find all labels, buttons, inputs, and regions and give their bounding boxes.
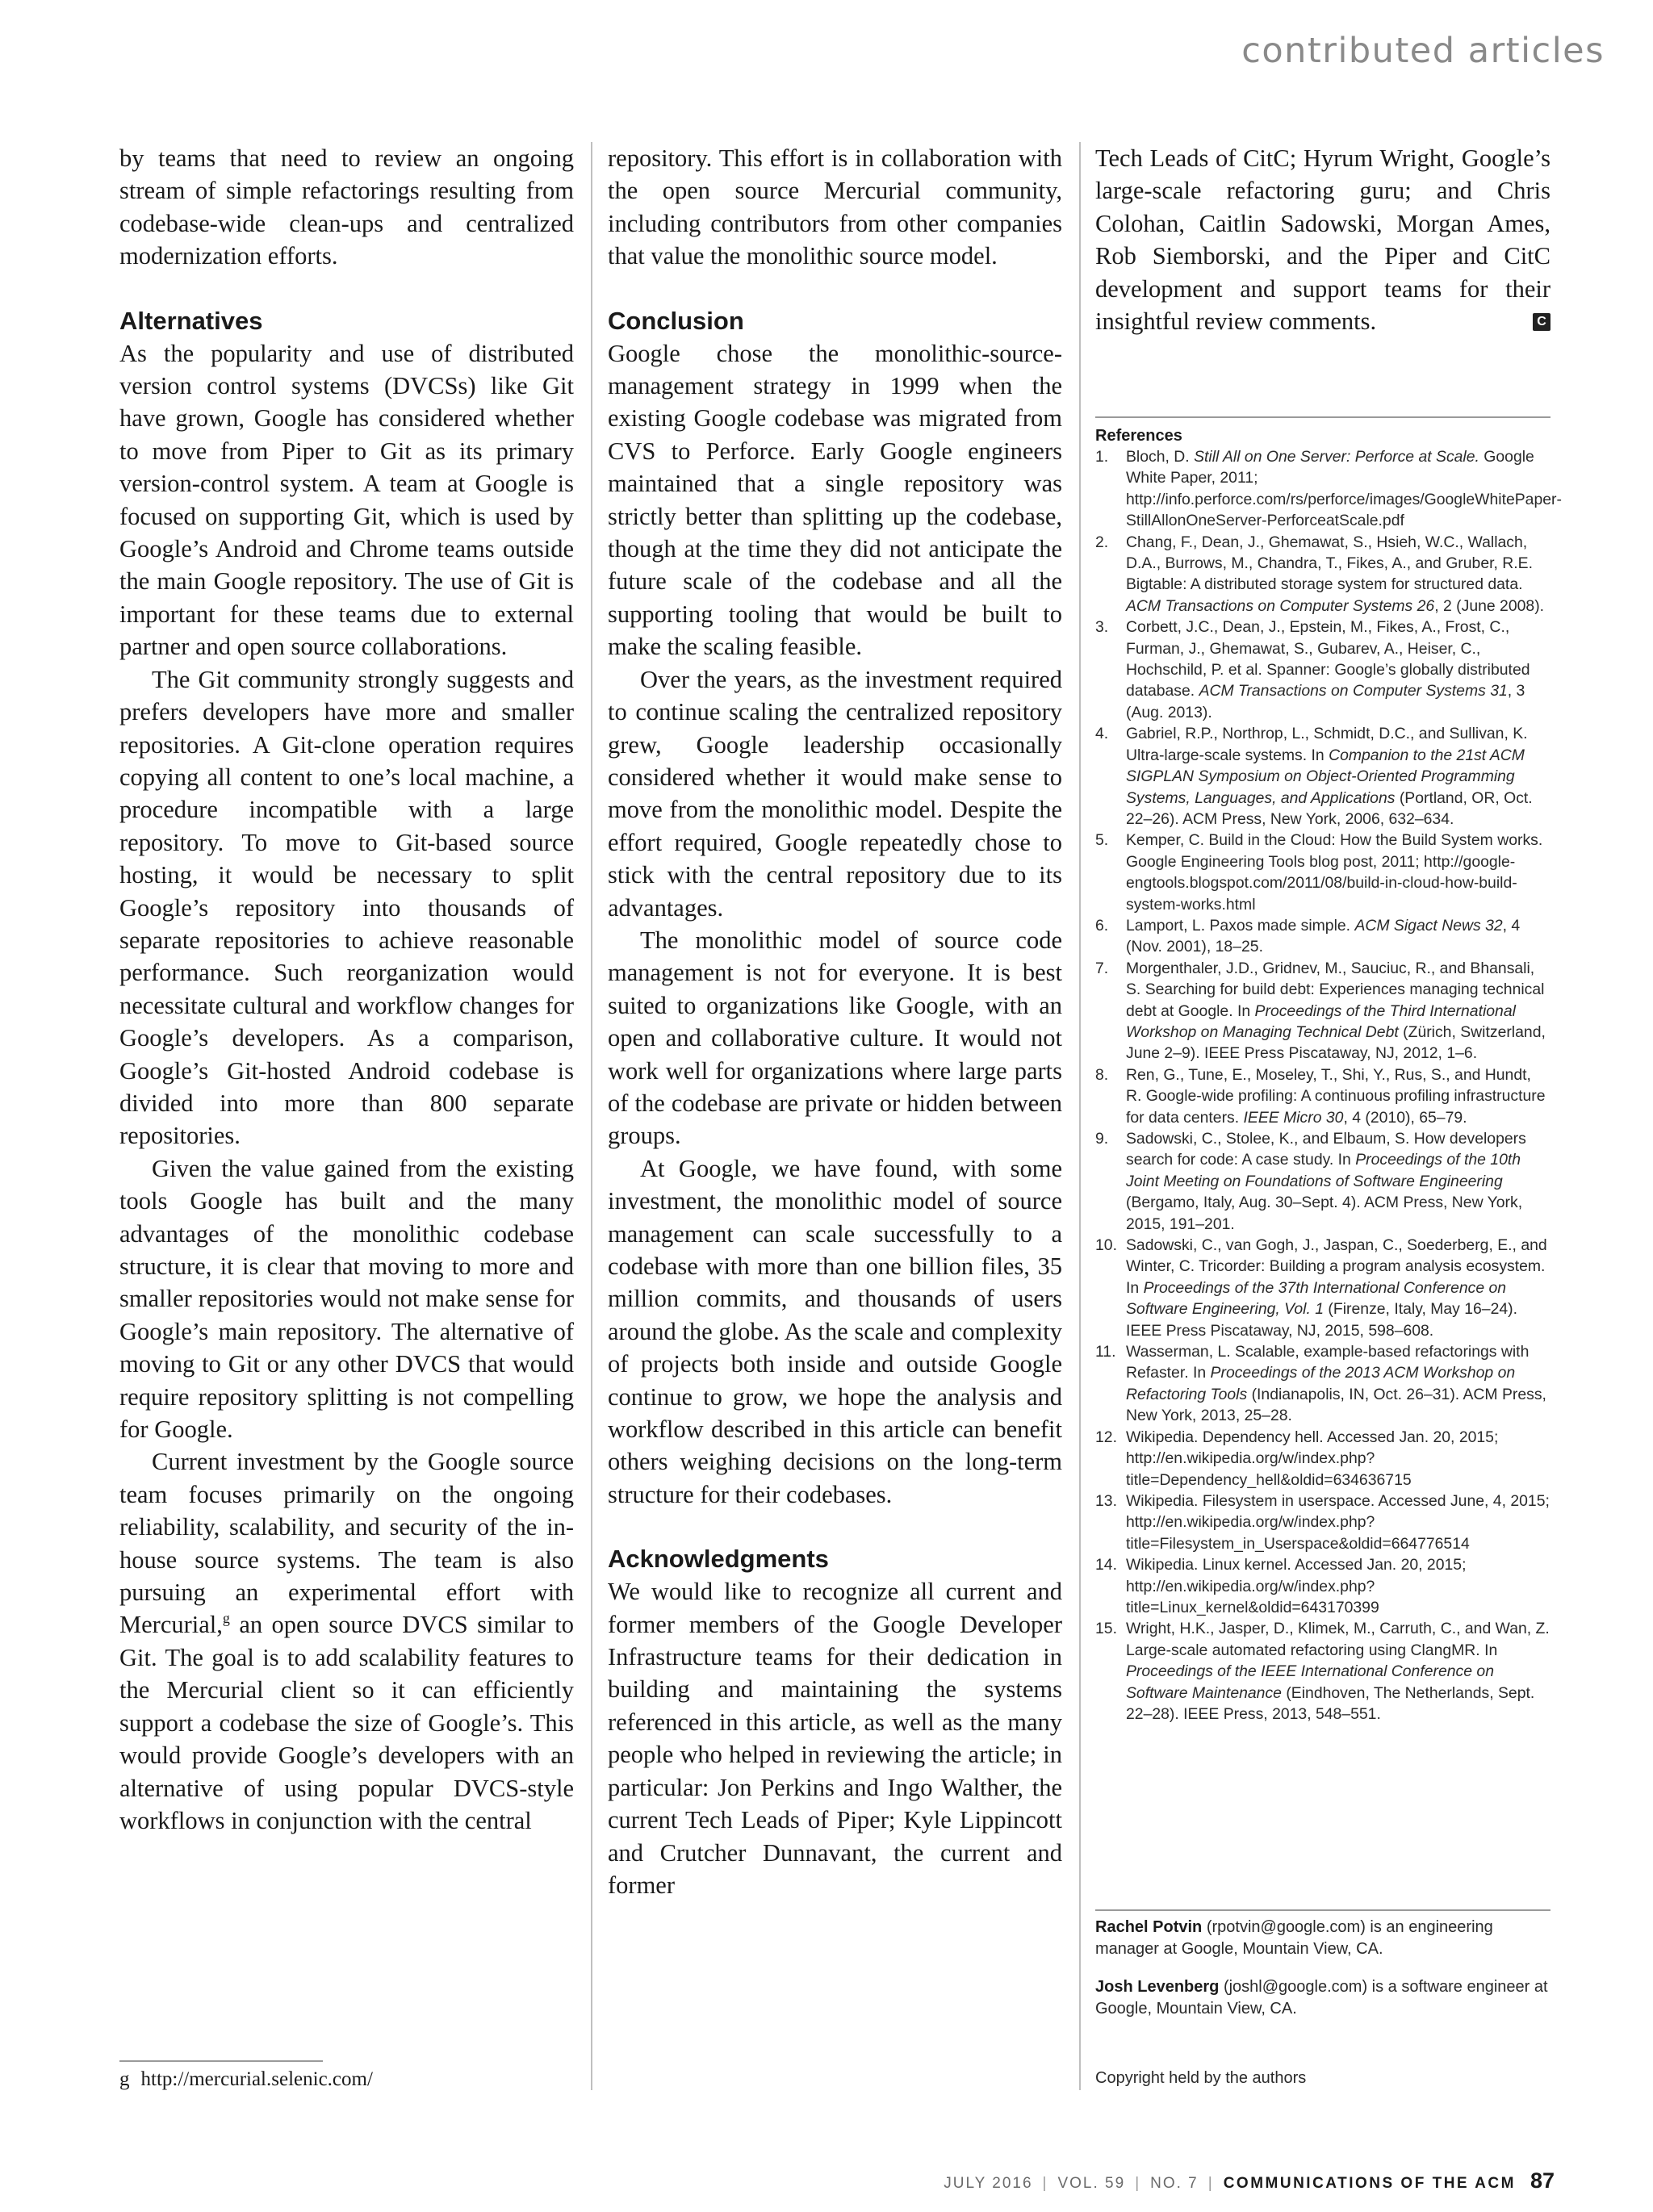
author-bios <box>1095 1917 1550 2036</box>
reference-item <box>1095 1341 1550 1427</box>
reference-text <box>1126 617 1550 723</box>
paragraph: The Git community strongly suggests and prefers developers have more and smaller repositories. A Git-clone operation requires copying all content to one’s local machine, a procedure incompatible with a large repository. To move to Git-based source hosting, it would be necessary to split Google’s repository into thousands of separate repositories to achieve reasonable performance. Such reorganization would necessitate cultural and workflow changes for Google’s developers. As a comparison, Google’s Git-hosted Android codebase is divided into more than 800 separate repositories. <box>119 665 574 1150</box>
reference-item <box>1095 1427 1550 1491</box>
alternatives-heading: Alternatives <box>119 306 263 335</box>
reference-detail: Morgenthaler, J.D., Gridnev, M., Sauciuc, R., and Bhansali, S. Searching for build debt: Experiences managing technical debt at Google. In <box>1126 959 1545 1020</box>
page-number: 87 <box>1530 2168 1555 2193</box>
footnote-divider <box>119 2060 323 2062</box>
reference-number: 7. <box>1095 959 1109 977</box>
reference-text <box>1126 532 1550 617</box>
reference-detail: (Portland, OR, Oct. 22–26). ACM Press, New York, 2006, 632–634. <box>1126 788 1533 828</box>
references-title: References <box>1095 427 1182 445</box>
reference-text <box>1126 1064 1550 1128</box>
reference-number: 8. <box>1095 1065 1109 1084</box>
paragraph: At Google, we have found, with some investment, the monolithic model of source management can scale successfully to a codebase with more than one billion files, 35 million commits, and thousands of users around the globe. As the scale and complexity of projects both inside and outside Google continue to grow, we hope the analysis and workflow described in this article can benefit others weighing decisions on the long-term structure for their codebases. <box>608 1154 1062 1508</box>
reference-number: 6. <box>1095 916 1109 935</box>
reference-text <box>1126 958 1550 1064</box>
reference-title: IEEE Micro 30 <box>1243 1108 1344 1127</box>
author-bio-text: (joshl@google.com) is a software engineer at Google, Mountain View, CA. <box>1095 1978 1548 2018</box>
paragraph: Over the years, as the investment required to continue scaling the centralized repository grew, Google leadership occasionally considered whether it would make sense to move from the monolithic model. Despite the effort required, Google repeatedly chose to stick with the central repository due to its advantages. <box>608 665 1062 922</box>
author-bio <box>1095 1917 1550 1960</box>
reference-detail: Google White Paper, 2011; http://info.perforce.com/rs/perforce/images/GoogleWhitePaper-StillAllonOneServer-PerforceatScale.pdf <box>1126 448 1562 530</box>
reference-detail: Wikipedia. Dependency hell. Accessed Jan. 20, 2015; http://en.wikipedia.org/w/index.php?title=Dependency_hell&oldid=634636715 <box>1126 1428 1499 1489</box>
page-footer <box>944 2168 1555 2193</box>
separator: | <box>1207 2175 1214 2192</box>
conclusion-heading: Conclusion <box>608 306 744 335</box>
reference-number: 14. <box>1095 1556 1117 1574</box>
reference-detail: Gabriel, R.P., Northrop, L., Schmidt, D.C., and Sullivan, K. Ultra-large-scale systems. In <box>1126 725 1528 764</box>
reference-title: ACM Transactions on Computer Systems 26 <box>1126 596 1435 615</box>
reference-number: 5. <box>1095 831 1109 850</box>
footnote <box>119 2066 571 2093</box>
separator: | <box>1042 2175 1048 2192</box>
issue-volume: VOL. 59 <box>1057 2175 1126 2192</box>
copyright-note: Copyright held by the authors <box>1095 2069 1307 2087</box>
reference-number: 13. <box>1095 1491 1117 1510</box>
footnote-link[interactable]: http://mercurial.selenic.com/ <box>140 2068 373 2090</box>
reference-text <box>1126 723 1550 830</box>
author-bio <box>1095 1976 1550 2020</box>
reference-item <box>1095 1618 1550 1725</box>
paragraph: Google chose the monolithic-source-management strategy in 1999 when the existing Google codebase was migrated from CVS to Perforce. Early Google engineers maintained that a single repository was strictly better than splitting up the codebase, though at the time they did not anticipate the future scale of the codebase and all the supporting tooling that would be built to make the scaling feasible. <box>608 339 1062 661</box>
paragraph-text: Current investment by the Google source team focuses primarily on the ongoing reliability, scalability, and security of the in-house source systems. The team is also pursuing an experimental effort with Mercurial, <box>119 1448 574 1639</box>
reference-title: Proceedings of the IEEE International Conference on Software Maintenance <box>1126 1662 1494 1702</box>
reference-detail: , 4 (Nov. 2001), 18–25. <box>1126 916 1521 956</box>
reference-detail: , 4 (2010), 65–79. <box>1343 1108 1467 1127</box>
reference-detail: Sadowski, C., Stolee, K., and Elbaum, S. How developers search for code: A case study. In <box>1126 1130 1526 1169</box>
bio-divider <box>1095 1909 1550 1911</box>
reference-text <box>1126 1128 1550 1235</box>
reference-text <box>1126 1427 1550 1491</box>
reference-detail: Sadowski, C., van Gogh, J., Jaspan, C., Soederberg, E., and Winter, C. Tricorder: Building a program analysis ecosystem. In <box>1126 1236 1547 1297</box>
reference-item <box>1095 1554 1550 1618</box>
paragraph <box>119 1445 574 1837</box>
reference-text <box>1126 1491 1550 1554</box>
reference-detail: , 2 (June 2008). <box>1434 596 1545 615</box>
reference-text <box>1126 1341 1550 1427</box>
acknowledgments-heading: Acknowledgments <box>608 1545 829 1574</box>
reference-detail: (Firenze, Italy, May 16–24). IEEE Press Piscataway, NJ, 2015, 598–608. <box>1126 1300 1518 1340</box>
paragraph: The monolithic model of source code management is not for everyone. It is best suited to organizations like Google, with an open and collaborative culture. It would not work well for organizations where large parts of the codebase are private or hidden between groups. <box>608 926 1062 1150</box>
reference-detail: Wikipedia. Linux kernel. Accessed Jan. 20, 2015; http://en.wikipedia.org/w/index.php?title=Linux_kernel&oldid=643170399 <box>1126 1556 1467 1616</box>
reference-item <box>1095 958 1550 1064</box>
issue-date: JULY 2016 <box>944 2175 1033 2192</box>
reference-number: 10. <box>1095 1236 1117 1255</box>
reference-detail: Corbett, J.C., Dean, J., Epstein, M., Fikes, A., Frost, C., Furman, J., Ghemawat, S., Gubarev, A., Heiser, C., Hochschild, P. et al. Spanner: Google’s globally distributed database. <box>1126 618 1530 700</box>
reference-number: 2. <box>1095 533 1109 551</box>
reference-text <box>1126 830 1550 915</box>
reference-detail: Kemper, C. Build in the Cloud: How the Build System works. Google Engineering Tools blog post, 2011; http://google-engtools.blogspot.com/2011/08/build-in-cloud-how-build-system-works.html <box>1126 831 1543 914</box>
column-1 <box>119 142 574 1837</box>
section-header: contributed articles <box>1241 31 1605 71</box>
reference-detail: Wright, H.K., Jasper, D., Klimek, M., Carruth, C., and Wan, Z. Large-scale automated refactoring using ClangMR. In <box>1126 1620 1550 1659</box>
reference-title: Companion to the 21st ACM SIGPLAN Symposium on Object-Oriented Programming Systems, Languages, and Applications <box>1126 746 1525 807</box>
reference-item <box>1095 532 1550 617</box>
separator: | <box>1135 2175 1141 2192</box>
paragraph: repository. This effort is in collaboration with the open source Mercurial community, including contributors from other companies that value the monolithic source model. <box>608 144 1062 270</box>
author-name: Josh Levenberg <box>1095 1978 1220 1996</box>
reference-item <box>1095 1128 1550 1235</box>
paragraph-text: Tech Leads of CitC; Hyrum Wright, Google’s large-scale refactoring guru; and Chris Colohan, Caitlin Sadowski, Morgan Ames, Rob Siemborski, and the Piper and CitC development and support teams for their insightful review comments. <box>1095 144 1550 336</box>
paragraph: As the popularity and use of distributed version control systems (DVCSs) like Git have grown, Google has considered whether to move from Piper to Git as its primary version-control system. A team at Google is focused on supporting Git, which is used by Google’s Android and Chrome teams outside the main Google repository. The use of Git is important for these teams due to external partner and open source collaborations. <box>119 339 574 661</box>
reference-detail: Lamport, L. Paxos made simple. <box>1126 916 1355 935</box>
reference-detail: (Eindhoven, The Netherlands, Sept. 22–28). IEEE Press, 2013, 548–551. <box>1126 1683 1535 1723</box>
footnote-mark: g <box>119 2068 130 2090</box>
reference-detail: (Zürich, Switzerland, June 2–9). IEEE Press Piscataway, NJ, 2012, 1–6. <box>1126 1022 1546 1063</box>
column-3 <box>1095 142 1550 337</box>
reference-detail: Bloch, D. <box>1126 448 1195 466</box>
reference-number: 9. <box>1095 1130 1109 1148</box>
footnote-marker[interactable]: g <box>222 1610 230 1627</box>
reference-detail: Wikipedia. Filesystem in userspace. Accessed June, 4, 2015; http://en.wikipedia.org/w/index.php?title=Filesystem_in_Userspace&oldid=664776514 <box>1126 1491 1550 1553</box>
author-name: Rachel Potvin <box>1095 1918 1203 1936</box>
reference-detail: Ren, G., Tune, E., Moseley, T., Shi, Y., Rus, S., and Hundt, R. Google-wide profiling: A continuous profiling infrastructure for data centers. <box>1126 1065 1546 1127</box>
reference-detail: , 3 (Aug. 2013). <box>1126 682 1525 721</box>
paragraph-text: an open source DVCS similar to Git. The goal is to add scalability features to the Mercurial client so it can efficiently support a codebase the size of Google’s. This would provide Google’s developers with an alternative of using popular DVCS-style workflows in conjunction with the central <box>119 1611 574 1834</box>
references-divider <box>1095 416 1550 418</box>
journal-name: COMMUNICATIONS OF THE ACM <box>1223 2175 1516 2192</box>
paragraph: Given the value gained from the existing tools Google has built and the many advantages of the monolithic codebase structure, it is clear that moving to more and smaller repositories would not make sense for Google’s main repository. The alternative of moving to Git or any other DVCS that would require repository splitting is not compelling for Google. <box>119 1154 574 1444</box>
references-list <box>1095 446 1562 1725</box>
reference-number: 1. <box>1095 448 1109 466</box>
reference-item <box>1095 723 1550 830</box>
reference-title: Proceedings of the 10th Joint Meeting on Foundations of Software Engineering <box>1126 1151 1521 1190</box>
column-divider <box>591 142 592 2090</box>
reference-number: 12. <box>1095 1428 1117 1446</box>
reference-item <box>1095 1064 1550 1128</box>
reference-number: 11. <box>1095 1343 1116 1361</box>
reference-item <box>1095 1235 1550 1341</box>
author-bio-text: (rpotvin@google.com) is an engineering manager at Google, Mountain View, CA. <box>1095 1918 1493 1958</box>
reference-title: Proceedings of the Third International Workshop on Managing Technical Debt <box>1126 1001 1516 1041</box>
column-2 <box>608 142 1062 1901</box>
reference-text <box>1126 1554 1550 1618</box>
reference-number: 4. <box>1095 725 1109 743</box>
reference-detail: (Indianapolis, IN, Oct. 26–31). ACM Press, New York, 2013, 25–28. <box>1126 1385 1546 1425</box>
references <box>1095 425 1562 1725</box>
reference-title: Still All on One Server: Perforce at Scale. <box>1194 448 1479 466</box>
reference-title: Proceedings of the 2013 ACM Workshop on Refactoring Tools <box>1126 1364 1516 1403</box>
paragraph <box>1095 142 1550 337</box>
reference-item <box>1095 915 1550 958</box>
reference-number: 15. <box>1095 1620 1117 1638</box>
paragraph: We would like to recognize all current and former members of the Google Developer Infrastructure teams for their dedication in building and maintaining the systems referenced in this article, as well as the many people who helped in reviewing the article; in particular: Jon Perkins and Ingo Walther, the current Tech Leads of Piper; Kyle Lippincott and Crutcher Dunnavant, the current and former <box>608 1578 1062 1899</box>
issue-number: NO. 7 <box>1150 2175 1199 2192</box>
paragraph: by teams that need to review an ongoing stream of simple refactorings resulting from codebase-wide clean-ups and centralized modernization efforts. <box>119 144 574 270</box>
reference-item <box>1095 446 1562 532</box>
reference-detail: Wasserman, L. Scalable, example-based refactorings with Refaster. In <box>1126 1343 1530 1382</box>
reference-text <box>1126 1235 1550 1341</box>
reference-number: 3. <box>1095 618 1109 637</box>
reference-detail: Chang, F., Dean, J., Ghemawat, S., Hsieh, W.C., Wallach, D.A., Burrows, M., Chandra, T., Fikes, A., and Gruber, R.E. Bigtable: A distributed storage system for structured data. <box>1126 533 1533 594</box>
reference-text <box>1126 446 1562 532</box>
column-divider <box>1079 142 1081 2090</box>
reference-text <box>1126 1618 1550 1725</box>
reference-item <box>1095 617 1550 723</box>
reference-title: ACM Transactions on Computer Systems 31 <box>1199 682 1508 700</box>
reference-item <box>1095 1491 1550 1554</box>
reference-title: ACM Sigact News 32 <box>1354 916 1503 935</box>
reference-text <box>1126 915 1550 958</box>
reference-detail: (Bergamo, Italy, Aug. 30–Sept. 4). ACM Press, New York, 2015, 191–201. <box>1126 1194 1523 1233</box>
reference-item <box>1095 830 1550 915</box>
end-mark-icon: C <box>1533 313 1550 331</box>
reference-title: Proceedings of the 37th International Conference on Software Engineering, Vol. 1 <box>1126 1278 1507 1319</box>
